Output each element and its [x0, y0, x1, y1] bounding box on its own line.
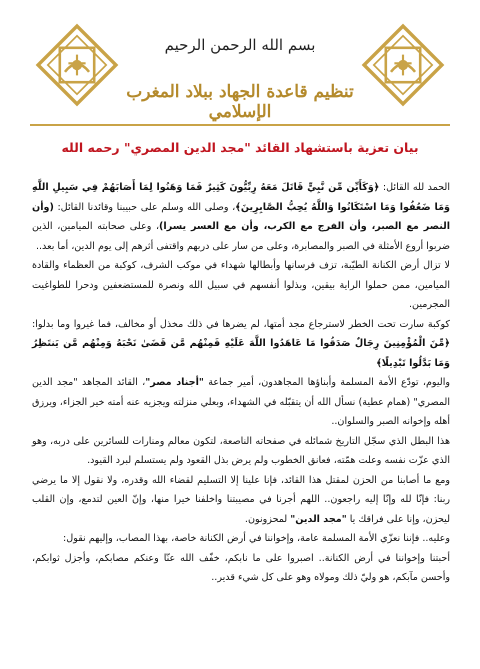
statement-body [32, 178, 450, 588]
quran-verse: ﴿مِّنَ الْمُؤْمِنِينَ رِجَالٌ صَدَقُوا مَا عَاهَدُوا اللَّهَ عَلَيْهِ فَمِنْهُم مَّن قَضَىٰ نَحْبَهُ وَمِنْهُم مَّن يَنتَظِرُ وَمَا بَدَّلُوا تَبْدِيلًا﴾ [32, 338, 450, 369]
text-segment: ، وعلى صحابته الميامين، الذين ضربوا أروع الأمثلة في الصبر والمصابرة، وعلى من سار على دربهم واقتفى أثرهم إلى يوم الدين، أما بعد.. [32, 221, 450, 252]
leader-name: "مجد الدين" [290, 513, 347, 525]
paragraph-5: هذا البطل الذي سجّل التاريخ شمائله في صفحاته الناصعة، لتكون معالم ومنارات للسائرين على دربه، وهو الذي عزّت نفسه وعلت همّته، فعانق الخطوب ولم يرض بذل القعود ولم يستسلم لبرد القيود. [32, 435, 450, 466]
quran-verse: ﴿وَكَأَيِّن مِّن نَّبِيٍّ قَاتَلَ مَعَهُ رِبِّيُّونَ كَثِيرٌ فَمَا وَهَنُوا لِمَا أَصَابَهُمْ فِي سَبِيلِ اللَّهِ وَمَا ضَعُفُوا وَمَا اسْتَكَانُوا وَاللَّهُ يُحِبُّ الصَّابِرِينَ﴾ [32, 182, 451, 213]
text-segment: لمحزونون. [244, 513, 291, 525]
paragraph-opening [32, 178, 450, 256]
paragraph-6 [32, 471, 450, 530]
basmala: بسم الله الرحمن الرحيم [164, 36, 316, 54]
text-segment: ، القائد المجاهد "مجد الدين المصري" (همام عطية) نسأل الله أن يتقبّله في الشهداء، وبعلي منزلته ويجزيه عنه أمته خير الجزاء، ويرزق أهله وإخوانه الصبر والسلوان.. [32, 377, 450, 427]
paragraph-3 [32, 315, 450, 374]
organization-name: تنظيم قاعدة الجهاد ببلاد المغرب الإسلامي [126, 82, 354, 122]
text-segment: ، وصلى الله وسلم على حبيبنا وقائدنا القائل: [53, 201, 236, 213]
text-segment: ومع ما أصابنا من الحزن لمقتل هذا القائد، فإنا علينا إلا التسليم لقضاء الله وقدره، ولا نقول إلا ما يرضي ربنا: فإنّا لله وإنّا إليه راجعون.. اللهم أجرنا في مصيبتنا واخلفنا خيرا منها، وإنّ العين لتدمع، وإن القلب ليحزن، وإنا على فراقك يا [32, 474, 450, 525]
text-segment: كوكبة سارت تحت الخطر لاسترجاع مجد أمتها، لم يضرها في ذلك مخذل أو مخالف، فما غيروا وما بدلوا: [32, 318, 450, 330]
qaida-emblem-icon [34, 22, 120, 108]
paragraph-7: وعليه.. فإننا نعزّي الأمة المسلمة عامة، وإخواننا في أرض الكنانة خاصة، بهذا المصاب، وإليهم نقول: [63, 533, 450, 544]
paragraph-8: أحبتنا وإخواننا في أرض الكنانة.. اصبروا على ما نابكم، خفّف الله عنّا وعنكم مصابكم، وأجزل ثوابكم، وأحسن مآبكم، هو وليّ ذلك ومولاه وهو على كل شيء قدير.. [32, 552, 450, 583]
paragraph-4 [32, 373, 450, 432]
hadith-quote: (وأن النصر مع الصبر، وأن الفرج مع الكرب، وأن مع العسر يسرا) [32, 201, 450, 232]
header-divider [30, 124, 450, 126]
qaida-emblem-icon [360, 22, 446, 108]
text-segment: الحمد لله القائل: [379, 182, 450, 193]
statement-title: بيان تعزية باستشهاد القائد "مجد الدين المصري" رحمه الله [61, 140, 419, 155]
group-name: "أجناد مصر" [145, 377, 204, 388]
paragraph-2: لا تزال أرض الكنانة الطيّبة، تزف فرسانها وأبطالها شهداء في موكب الشرف، كوكبة من العظماء والقادة الميامين، ممن حملوا الراية بيقين، وبذلوا أنفسهم في سبيل الله ونصرة للمستضعفين ودحرا للطواغيت المجرمين. [32, 260, 450, 310]
text-segment: واليوم، تودّع الأمة المسلمة وأبناؤها المجاهدون، أمير جماعة [203, 377, 451, 388]
